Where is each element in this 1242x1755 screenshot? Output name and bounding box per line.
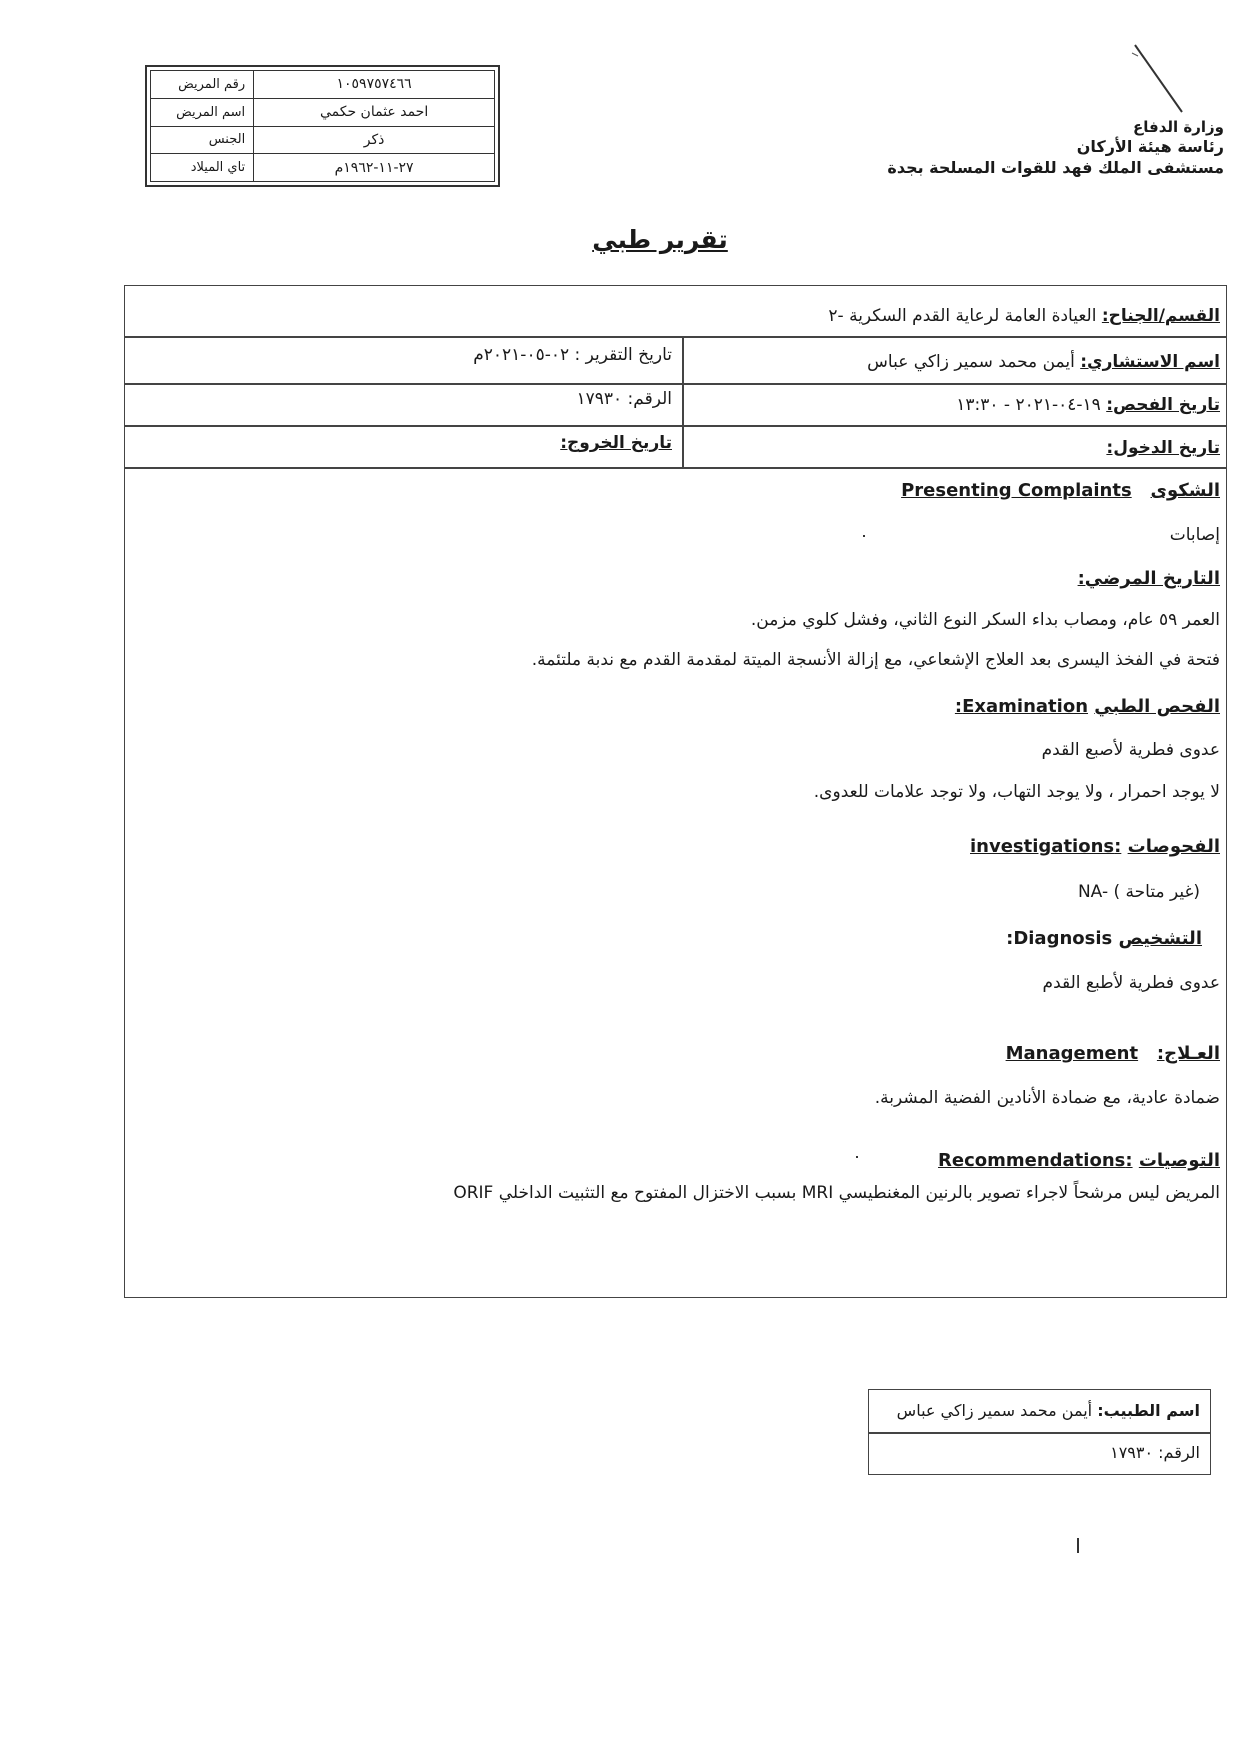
report-date-value: ٠٢-٠٥-٢٠٢١م xyxy=(473,345,570,365)
department-label: القسم/الجناح: xyxy=(1101,306,1220,326)
invest-heading xyxy=(970,836,1220,857)
complaints-ar: الشكوى xyxy=(1150,480,1220,501)
divider xyxy=(124,425,1227,427)
patient-info-box xyxy=(145,65,500,187)
report-date-row xyxy=(473,345,672,365)
exam-line-2: لا يوجد احمرار ، ولا يوجد التهاب، ولا توجد علامات للعدوى. xyxy=(813,782,1220,802)
invest-en: :investigations xyxy=(970,836,1122,857)
complaints-heading xyxy=(901,480,1220,501)
patient-number-row xyxy=(151,71,495,99)
diagnosis-heading xyxy=(1006,928,1202,949)
mgmt-en: Management xyxy=(1005,1043,1139,1064)
doctor-number-value: ١٧٩٣٠ xyxy=(1110,1443,1154,1462)
divider xyxy=(124,383,1227,385)
number-label: الرقم: xyxy=(627,389,672,409)
history-line-2: فتحة في الفخذ اليسرى بعد العلاج الإشعاعي، مع إزالة الأنسجة الميتة لمقدمة القدم مع ندبة ملتئمة. xyxy=(531,650,1220,670)
consultant-value: أيمن محمد سمير زاكي عباس xyxy=(867,352,1075,372)
divider xyxy=(124,467,1227,469)
doctor-label: اسم الطبيب: xyxy=(1097,1401,1200,1420)
department-value: العيادة العامة لرعاية القدم السكرية -٢ xyxy=(828,306,1097,326)
department-row xyxy=(828,306,1220,326)
history-line-1: العمر ٥٩ عام، ومصاب بداء السكر النوع الثاني، وفشل كلوي مزمن. xyxy=(750,610,1220,630)
doctor-row xyxy=(897,1401,1200,1420)
doctor-value: أيمن محمد سمير زاكي عباس xyxy=(896,1401,1093,1420)
management-text: ضمادة عادية، مع ضمادة الأنادين الفضية المشربة. xyxy=(874,1088,1220,1108)
patient-gender-label: الجنس xyxy=(151,126,254,154)
exam-en: Examination: xyxy=(954,696,1089,717)
doctor-number-row xyxy=(1110,1443,1200,1462)
scan-speck xyxy=(1077,1538,1079,1553)
doctor-number-label: الرقم: xyxy=(1158,1443,1200,1462)
header-staff: رئاسة هيئة الأركان xyxy=(1076,137,1224,156)
exam-date-row xyxy=(956,395,1220,415)
header-ministry: وزارة الدفاع xyxy=(1133,118,1224,136)
invest-ar: الفحوصات xyxy=(1127,836,1220,857)
patient-dob-label: تاي الميلاد xyxy=(151,154,254,182)
patient-name-row xyxy=(151,98,495,126)
patient-number-value: ١٠٥٩٧٥٧٤٦٦ xyxy=(254,71,495,99)
exam-date-value: ١٩-٠٤-٢٠٢١ - ١٣:٣٠ xyxy=(956,395,1101,415)
number-value: ١٧٩٣٠ xyxy=(576,389,623,409)
patient-name-value: احمد عثمان حكمي xyxy=(254,98,495,126)
rec-en: :Recommendations xyxy=(938,1150,1133,1171)
discharge-label: تاريخ الخروج: xyxy=(560,433,672,453)
patient-dob-value: ٢٧-١١-١٩٦٢م xyxy=(254,154,495,182)
diag-ar: التشخيص xyxy=(1118,928,1202,949)
scan-mark xyxy=(1130,40,1190,120)
recommendations-heading xyxy=(938,1150,1220,1171)
exam-date-label: تاريخ الفحص: xyxy=(1106,395,1220,415)
admission-row xyxy=(1106,438,1220,458)
mgmt-ar: العـلاج: xyxy=(1156,1043,1220,1064)
complaints-en: Presenting Complaints xyxy=(901,480,1132,501)
patient-gender-row xyxy=(151,126,495,154)
exam-ar: الفحص الطبي xyxy=(1094,696,1220,717)
patient-dob-row xyxy=(151,154,495,182)
complaints-text: إصابات xyxy=(1169,525,1220,545)
diag-en: Diagnosis xyxy=(1013,928,1113,949)
invest-text: NA- ( غير متاحة) xyxy=(1077,882,1200,902)
exam-heading xyxy=(955,696,1220,717)
management-heading xyxy=(1006,1043,1220,1064)
rec-ar: التوصيات xyxy=(1138,1150,1220,1171)
admission-label: تاريخ الدخول: xyxy=(1106,438,1220,458)
divider xyxy=(682,336,684,467)
recommendations-text: المريض ليس مرشحاً لاجراء تصوير بالرنين المغنطيسي MRI بسبب الاختزال المفتوح مع التثبيت الداخلي ORIF xyxy=(453,1183,1220,1203)
discharge-row xyxy=(560,433,672,453)
history-heading: التاريخ المرضي: xyxy=(1077,568,1220,589)
exam-line-1: عدوى فطرية لأصبع القدم xyxy=(1041,740,1220,760)
scan-speck xyxy=(856,1156,858,1158)
header-hospital: مستشفى الملك فهد للقوات المسلحة بجدة xyxy=(887,158,1224,177)
scan-speck xyxy=(863,535,865,537)
number-row xyxy=(576,389,672,409)
patient-name-label: اسم المريض xyxy=(151,98,254,126)
signature-box xyxy=(868,1389,1211,1475)
diagnosis-text: عدوى فطرية لأطبع القدم xyxy=(1042,973,1220,993)
diag-colon: : xyxy=(1006,928,1014,949)
report-date-label: تاريخ التقرير : xyxy=(574,345,672,365)
divider xyxy=(124,336,1227,338)
consultant-row xyxy=(867,352,1220,372)
divider xyxy=(869,1432,1210,1434)
consultant-label: اسم الاستشاري: xyxy=(1080,352,1220,372)
patient-number-label: رقم المريض xyxy=(151,71,254,99)
report-title: تقرير طبي xyxy=(592,225,728,254)
patient-gender-value: ذكر xyxy=(254,126,495,154)
